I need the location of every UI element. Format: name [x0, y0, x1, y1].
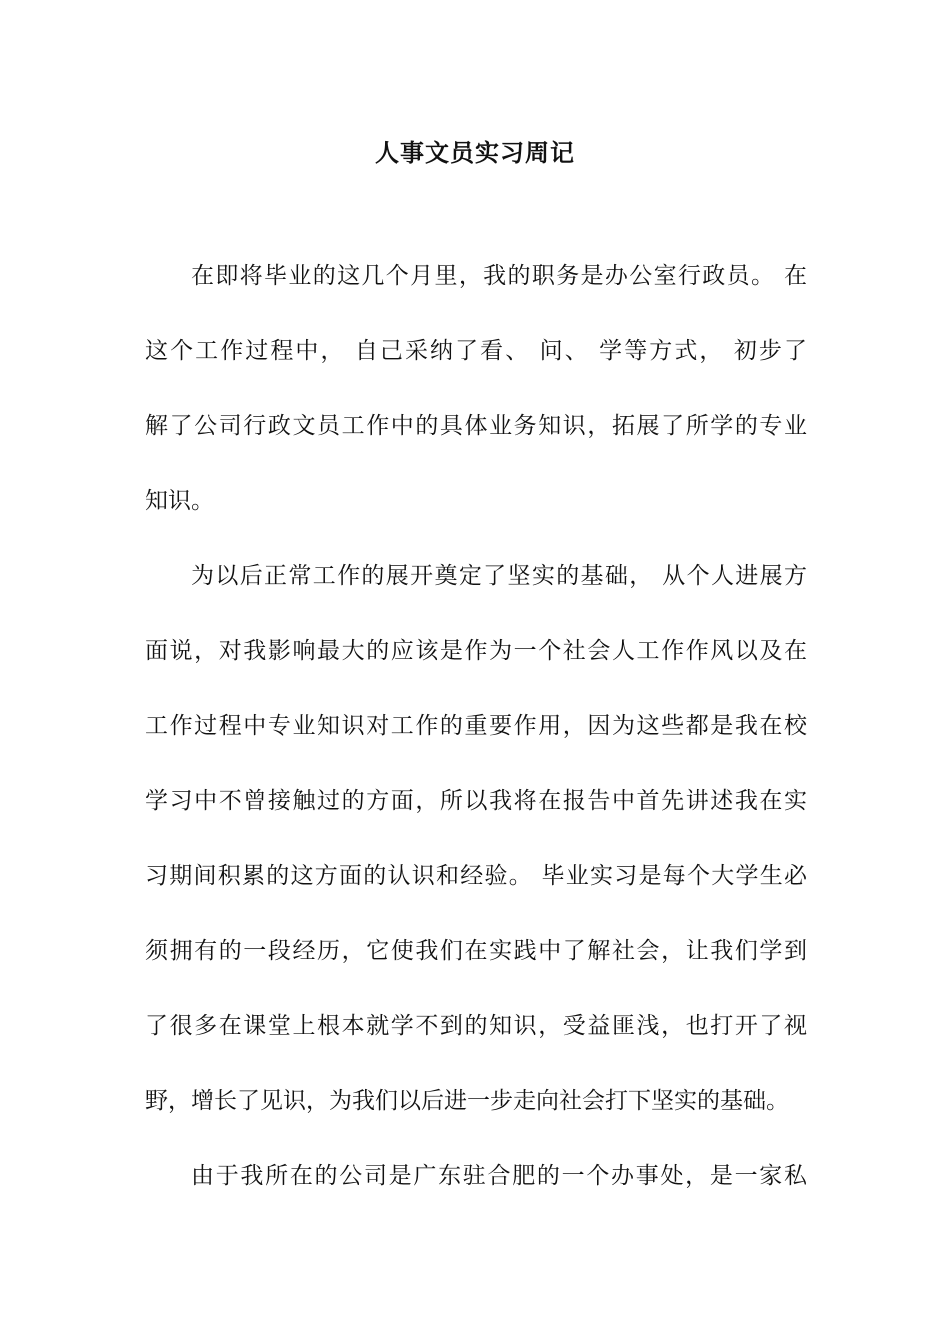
paragraph-2-line-8: 野，增长了见识，为我们以后进一步走向社会打下坚实的基础。 [145, 1088, 789, 1114]
paragraph-1-line-2: 这个工作过程中， 自己采纳了看、 问、 学等方式， 初步了 [145, 338, 807, 364]
paragraph-2-line-3: 工作过程中专业知识对工作的重要作用，因为这些都是我在校 [145, 713, 807, 739]
paragraph-1-line-3: 解了公司行政文员工作中的具体业务知识，拓展了所学的专业 [145, 413, 807, 439]
paragraph-1-line-4: 知识。 [145, 488, 214, 514]
paragraph-2-line-7: 了很多在课堂上根本就学不到的知识，受益匪浅，也打开了视 [145, 1013, 807, 1039]
paragraph-3-line-1: 由于我所在的公司是广东驻合肥的一个办事处，是一家私 [191, 1163, 807, 1189]
document-body [145, 259, 807, 1234]
paragraph-2-line-6: 须拥有的一段经历，它使我们在实践中了解社会，让我们学到 [145, 938, 807, 964]
paragraph-2-line-2: 面说，对我影响最大的应该是作为一个社会人工作作风以及在 [145, 638, 807, 664]
document-title: 人事文员实习周记 [375, 138, 575, 167]
paragraph-1-line-1: 在即将毕业的这几个月里，我的职务是办公室行政员。 在 [191, 263, 807, 289]
paragraph-2-line-1: 为以后正常工作的展开奠定了坚实的基础， 从个人进展方 [191, 563, 807, 589]
paragraph-2-line-4: 学习中不曾接触过的方面，所以我将在报告中首先讲述我在实 [145, 788, 807, 814]
paragraph-2-line-5: 习期间积累的这方面的认识和经验。 毕业实习是每个大学生必 [145, 863, 807, 889]
